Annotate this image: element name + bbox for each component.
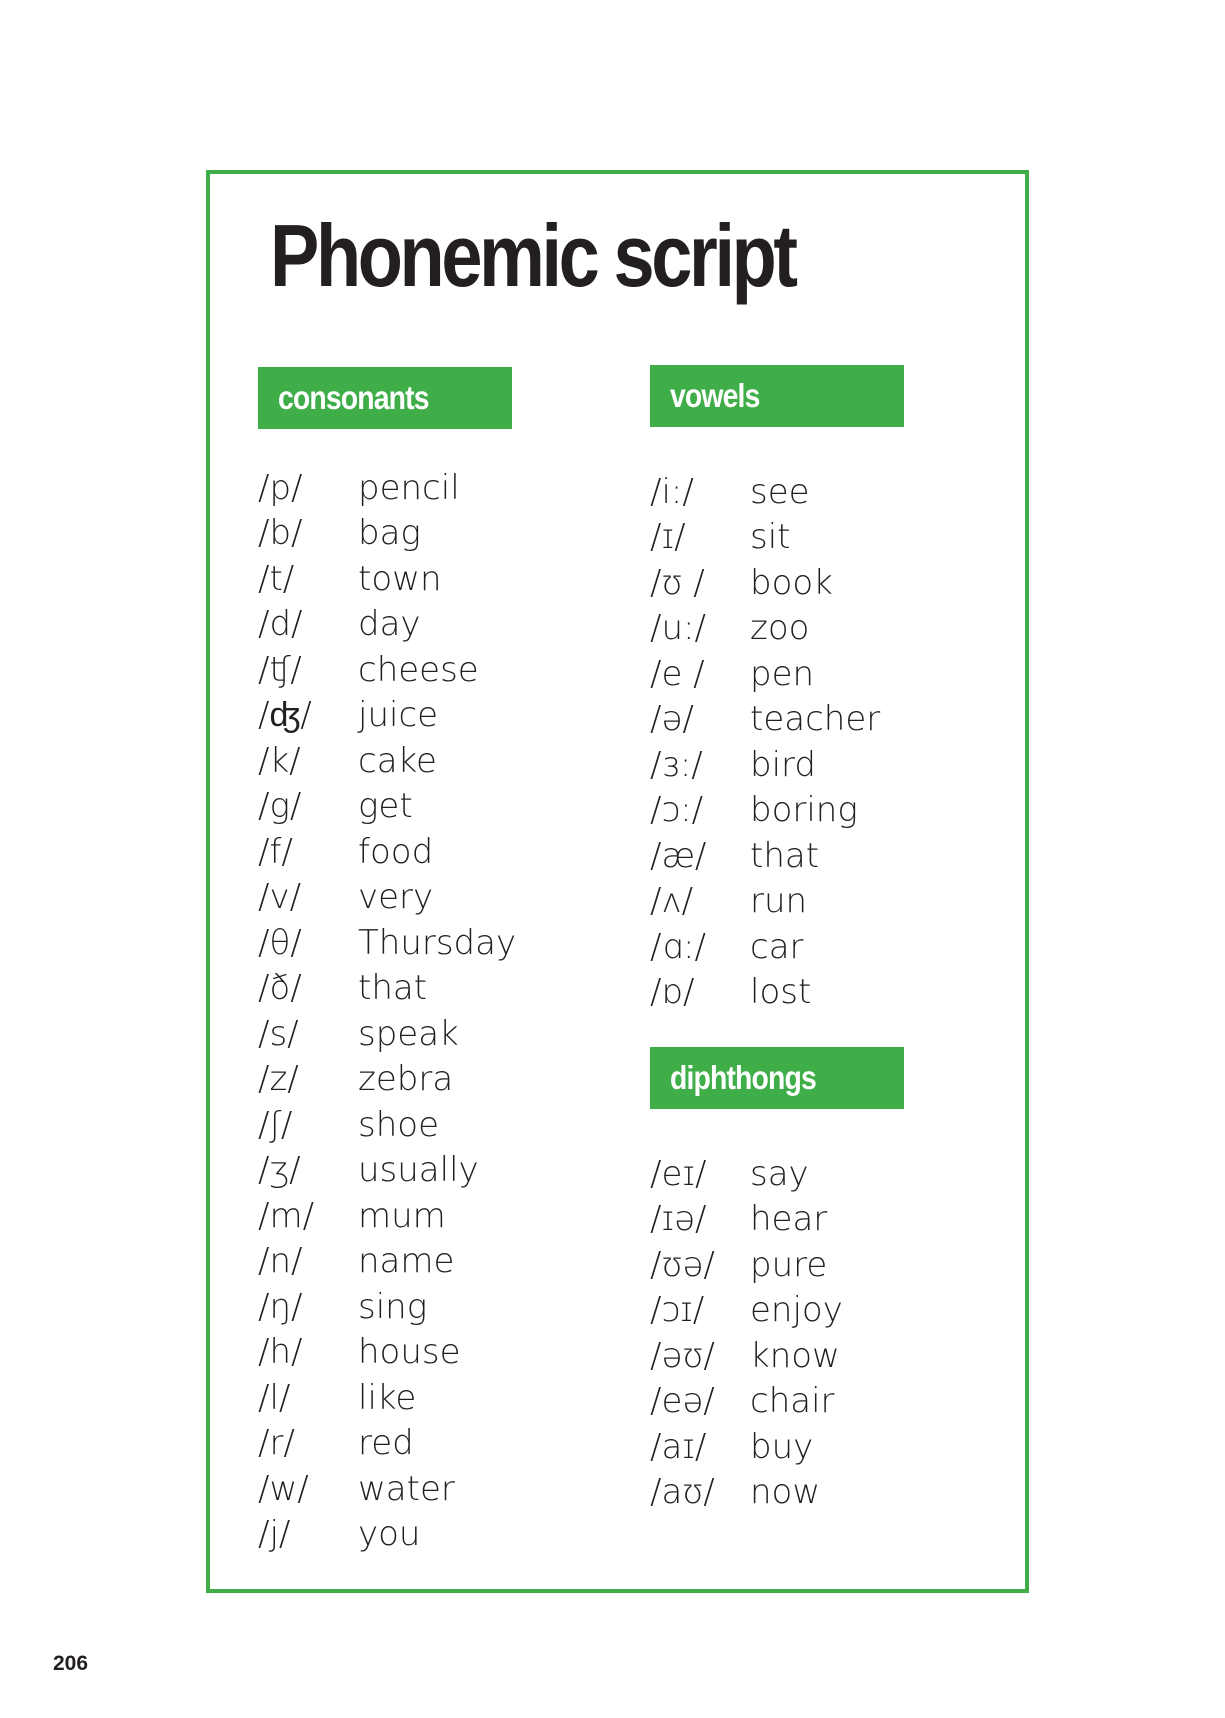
phoneme-symbol: /j/ <box>258 1514 291 1555</box>
example-word: very <box>358 877 434 918</box>
example-word: book <box>750 562 833 603</box>
phoneme-row <box>650 515 910 561</box>
phoneme-symbol: /eə/ <box>650 1381 715 1422</box>
example-word: speak <box>358 1013 459 1054</box>
page-title: Phonemic script <box>270 206 795 305</box>
phoneme-row <box>650 606 910 652</box>
phoneme-row <box>650 1424 910 1470</box>
example-word: sit <box>750 517 791 558</box>
phoneme-symbol: /ɪ/ <box>650 517 686 558</box>
example-word: juice <box>358 695 439 736</box>
phoneme-symbol: /aʊ/ <box>650 1472 715 1513</box>
phoneme-row <box>650 1333 910 1379</box>
phoneme-symbol: /aɪ/ <box>650 1426 707 1467</box>
phoneme-symbol: /f/ <box>258 831 293 872</box>
phoneme-row <box>258 738 518 784</box>
phoneme-symbol: /ʊə/ <box>650 1244 715 1285</box>
example-word: cheese <box>358 649 479 690</box>
phoneme-symbol: /d/ <box>258 604 303 645</box>
example-word: zebra <box>358 1059 454 1100</box>
page-number: 206 <box>53 1652 89 1675</box>
example-word: name <box>358 1241 455 1282</box>
example-word: get <box>358 786 413 827</box>
phoneme-row <box>258 602 518 648</box>
phoneme-row <box>650 924 910 970</box>
example-word: food <box>358 831 434 872</box>
example-word: mum <box>358 1195 446 1236</box>
phoneme-symbol: /ə/ <box>650 699 694 740</box>
example-word: pen <box>750 653 815 694</box>
phoneme-row <box>258 1284 518 1330</box>
phoneme-symbol: /z/ <box>258 1059 299 1100</box>
example-word: bag <box>358 513 421 554</box>
example-word: say <box>750 1153 809 1194</box>
example-word: cake <box>358 740 437 781</box>
phoneme-symbol: /æ/ <box>650 835 707 876</box>
example-word: house <box>358 1332 461 1373</box>
phoneme-symbol: /k/ <box>258 740 301 781</box>
example-word: lost <box>750 972 812 1013</box>
example-word: usually <box>358 1150 479 1191</box>
phoneme-row <box>258 1375 518 1421</box>
example-word: chair <box>750 1381 835 1422</box>
phoneme-symbol: /i:/ <box>650 471 694 512</box>
example-word: know <box>750 1335 840 1376</box>
example-word: buy <box>750 1426 814 1467</box>
example-word: red <box>358 1423 414 1464</box>
phoneme-symbol: /ɔɪ/ <box>650 1290 705 1331</box>
consonants-list <box>258 465 518 1557</box>
phoneme-symbol: /ʌ/ <box>650 881 694 922</box>
example-word: day <box>358 604 421 645</box>
phoneme-row <box>258 1421 518 1467</box>
example-word: pure <box>750 1244 828 1285</box>
vowels-list <box>650 469 910 1015</box>
phoneme-row <box>258 465 518 511</box>
phoneme-row <box>650 651 910 697</box>
phoneme-row <box>650 1379 910 1425</box>
phoneme-symbol: /g/ <box>258 786 302 827</box>
phoneme-row <box>650 1197 910 1243</box>
phoneme-row <box>650 1151 910 1197</box>
phoneme-row <box>258 1148 518 1194</box>
phoneme-row <box>650 1288 910 1334</box>
example-word: zoo <box>750 608 810 649</box>
phoneme-symbol: /ð/ <box>258 968 302 1009</box>
phoneme-symbol: /ɜ:/ <box>650 744 703 785</box>
phoneme-symbol: /ŋ/ <box>258 1286 303 1327</box>
example-word: car <box>750 926 804 967</box>
example-word: you <box>358 1514 421 1555</box>
example-word: see <box>750 471 810 512</box>
phoneme-symbol: /l/ <box>258 1377 291 1418</box>
phoneme-symbol: /eɪ/ <box>650 1153 707 1194</box>
phoneme-symbol: /t/ <box>258 558 295 599</box>
diphthongs-section <box>650 1047 910 1515</box>
phoneme-symbol: /ʊ / <box>650 562 705 603</box>
phoneme-row <box>258 1193 518 1239</box>
example-word: that <box>750 835 820 876</box>
phoneme-symbol: /ʃ/ <box>258 1104 293 1145</box>
phoneme-row <box>258 1330 518 1376</box>
example-word: pencil <box>358 467 460 508</box>
diphthongs-heading: diphthongs <box>650 1047 904 1109</box>
phoneme-row <box>650 469 910 515</box>
consonants-heading: consonants <box>258 367 512 429</box>
phoneme-symbol: /e / <box>650 653 705 694</box>
example-word: run <box>750 881 808 922</box>
phoneme-symbol: /w/ <box>258 1468 309 1509</box>
phoneme-row <box>650 560 910 606</box>
phoneme-symbol: /ɒ/ <box>650 972 695 1013</box>
example-word: now <box>750 1472 821 1513</box>
example-word: bird <box>750 744 816 785</box>
phoneme-symbol: /r/ <box>258 1423 295 1464</box>
phoneme-row <box>258 1102 518 1148</box>
phoneme-row <box>258 966 518 1012</box>
phoneme-row <box>258 556 518 602</box>
example-word: town <box>358 558 442 599</box>
consonants-section <box>258 367 518 1557</box>
example-word: boring <box>750 790 858 831</box>
example-word: teacher <box>750 699 881 740</box>
phoneme-row <box>650 970 910 1016</box>
phoneme-row <box>258 1011 518 1057</box>
phoneme-row <box>258 1512 518 1558</box>
phoneme-symbol: /ʒ/ <box>258 1150 301 1191</box>
example-word: hear <box>750 1199 828 1240</box>
phoneme-row <box>258 511 518 557</box>
example-word: sing <box>358 1286 428 1327</box>
phoneme-row <box>258 829 518 875</box>
phoneme-row <box>258 1466 518 1512</box>
phoneme-symbol: /ɔ:/ <box>650 790 704 831</box>
phoneme-symbol: /b/ <box>258 513 303 554</box>
phoneme-row <box>650 742 910 788</box>
phoneme-symbol: /u:/ <box>650 608 706 649</box>
phoneme-symbol: /ɑ:/ <box>650 926 706 967</box>
diphthongs-list <box>650 1151 910 1515</box>
phoneme-symbol: /ʤ/ <box>258 695 312 736</box>
example-word: enjoy <box>750 1290 843 1331</box>
phoneme-row <box>258 920 518 966</box>
example-word: that <box>358 968 428 1009</box>
phoneme-symbol: /əʊ/ <box>650 1335 715 1376</box>
phoneme-symbol: /v/ <box>258 877 302 918</box>
phoneme-row <box>258 784 518 830</box>
phoneme-symbol: /ɪə/ <box>650 1199 707 1240</box>
phoneme-row <box>258 693 518 739</box>
example-word: shoe <box>358 1104 439 1145</box>
phoneme-row <box>258 1239 518 1285</box>
phoneme-row <box>650 788 910 834</box>
phoneme-symbol: /s/ <box>258 1013 299 1054</box>
vowels-heading: vowels <box>650 365 904 427</box>
phoneme-row <box>650 1242 910 1288</box>
phoneme-symbol: /n/ <box>258 1241 303 1282</box>
example-word: like <box>358 1377 417 1418</box>
phoneme-row <box>258 1057 518 1103</box>
example-word: water <box>358 1468 455 1509</box>
phoneme-row <box>650 833 910 879</box>
phoneme-symbol: /θ/ <box>258 922 302 963</box>
phoneme-symbol: /p/ <box>258 467 303 508</box>
phoneme-row <box>258 875 518 921</box>
phoneme-symbol: /ʧ/ <box>258 649 302 690</box>
phoneme-row <box>650 879 910 925</box>
phoneme-symbol: /m/ <box>258 1195 315 1236</box>
example-word: Thursday <box>358 922 517 963</box>
vowels-section <box>650 365 910 1015</box>
phoneme-symbol: /h/ <box>258 1332 303 1373</box>
phoneme-row <box>650 697 910 743</box>
phoneme-row <box>258 647 518 693</box>
phoneme-row <box>650 1470 910 1516</box>
